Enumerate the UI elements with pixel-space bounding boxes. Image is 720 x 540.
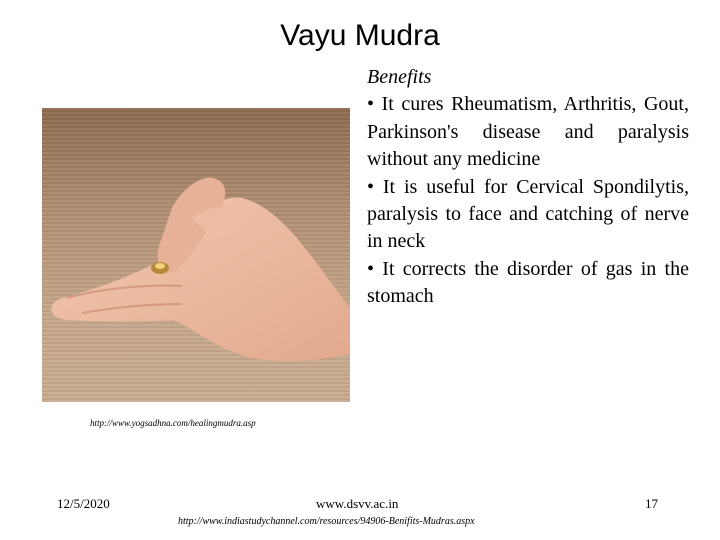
vayu-mudra-hand-photo	[42, 108, 350, 402]
slide-title: Vayu Mudra	[280, 19, 440, 52]
hand-illustration	[42, 108, 350, 402]
benefit-item: • It corrects the disorder of gas in the stomach	[367, 257, 689, 308]
page-number: 17	[645, 496, 658, 511]
benefits-heading: Benefits	[367, 66, 432, 88]
footer-site: www.dsvv.ac.in	[316, 496, 399, 511]
benefit-item: • It is useful for Cervical Spondilytis, paralysis to face and catching of nerve in neck	[367, 175, 689, 253]
footer-source-url: http://www.indiastudychannel.com/resources/94906-Benifits-Mudras.aspx	[178, 516, 475, 527]
image-source-caption: http://www.yogsadhna.com/healingmudra.asp	[90, 418, 256, 428]
footer-date: 12/5/2020	[57, 496, 110, 511]
benefits-text	[367, 64, 689, 311]
benefit-item: • It cures Rheumatism, Arthritis, Gout, Parkinson's disease and paralysis without any medicine	[367, 93, 689, 171]
